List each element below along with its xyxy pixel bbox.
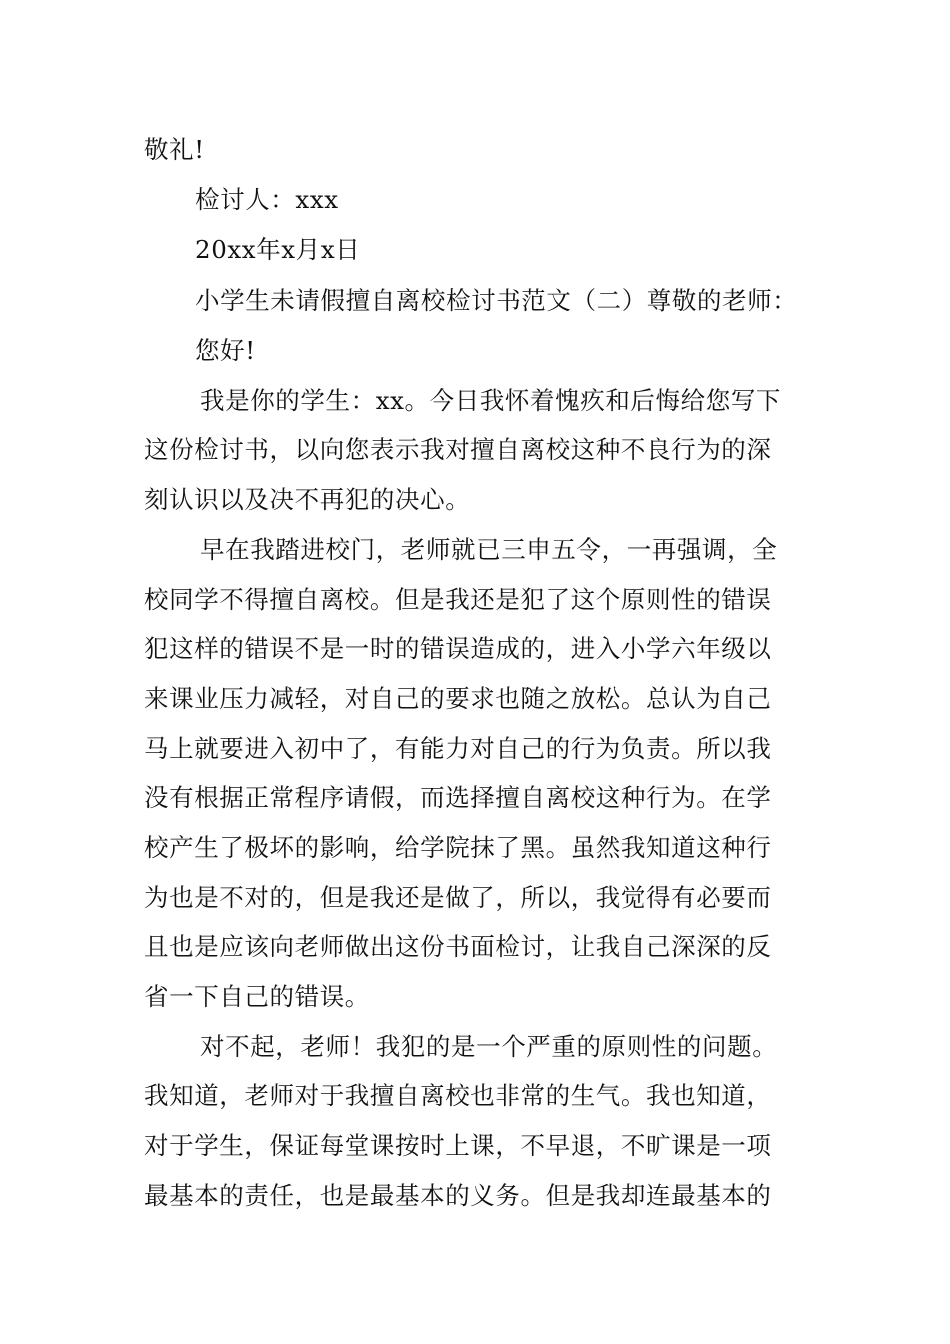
paragraph-line: 最基本的责任，也是最基本的义务。但是我却连最基本的 — [144, 1181, 772, 1210]
greeting: 您好! — [195, 336, 256, 365]
paragraph-line: 且也是应该向老师做出这份书面检讨，让我自己深深的反 — [144, 932, 772, 961]
paragraph-line: 为也是不对的，但是我还是做了，所以，我觉得有必要而 — [144, 883, 772, 912]
section-heading: 小学生未请假擅自离校检讨书范文（二）尊敬的老师： — [195, 286, 798, 315]
paragraph-line: 我知道，老师对于我擅自离校也非常的生气。我也知道， — [144, 1081, 772, 1110]
paragraph-line: 早在我踏进校门，老师就已三申五令，一再强调，全 — [200, 535, 778, 564]
closing-salutation: 敬礼! — [144, 135, 205, 164]
paragraph-line: 这份检讨书，以向您表示我对擅自离校这种不良行为的深 — [144, 435, 772, 464]
paragraph-line: 对不起，老师！我犯的是一个严重的原则性的问题。 — [200, 1032, 778, 1061]
paragraph-line: 省一下自己的错误。 — [144, 982, 370, 1011]
paragraph-line: 校同学不得擅自离校。但是我还是犯了这个原则性的错误 — [144, 585, 772, 614]
paragraph-line: 犯这样的错误不是一时的错误造成的，进入小学六年级以 — [144, 634, 772, 663]
paragraph-line: 校产生了极坏的影响，给学院抹了黑。虽然我知道这种行 — [144, 833, 772, 862]
paragraph-line: 刻认识以及决不再犯的决心。 — [144, 485, 471, 514]
paragraph-line: 对于学生，保证每堂课按时上课，不早退，不旷课是一项 — [144, 1131, 772, 1160]
paragraph-line: 没有根据正常程序请假，而选择擅自离校这种行为。在学 — [144, 783, 772, 812]
signature-date: 20xx年x月x日 — [195, 235, 361, 264]
paragraph-line: 马上就要进入初中了，有能力对自己的行为负责。所以我 — [144, 734, 772, 763]
paragraph-line: 我是你的学生：xx。今日我怀着愧疚和后悔给您写下 — [200, 386, 782, 415]
paragraph-line: 来课业压力减轻，对自己的要求也随之放松。总认为自己 — [144, 684, 772, 713]
signature-author: 检讨人：xxx — [195, 185, 339, 214]
